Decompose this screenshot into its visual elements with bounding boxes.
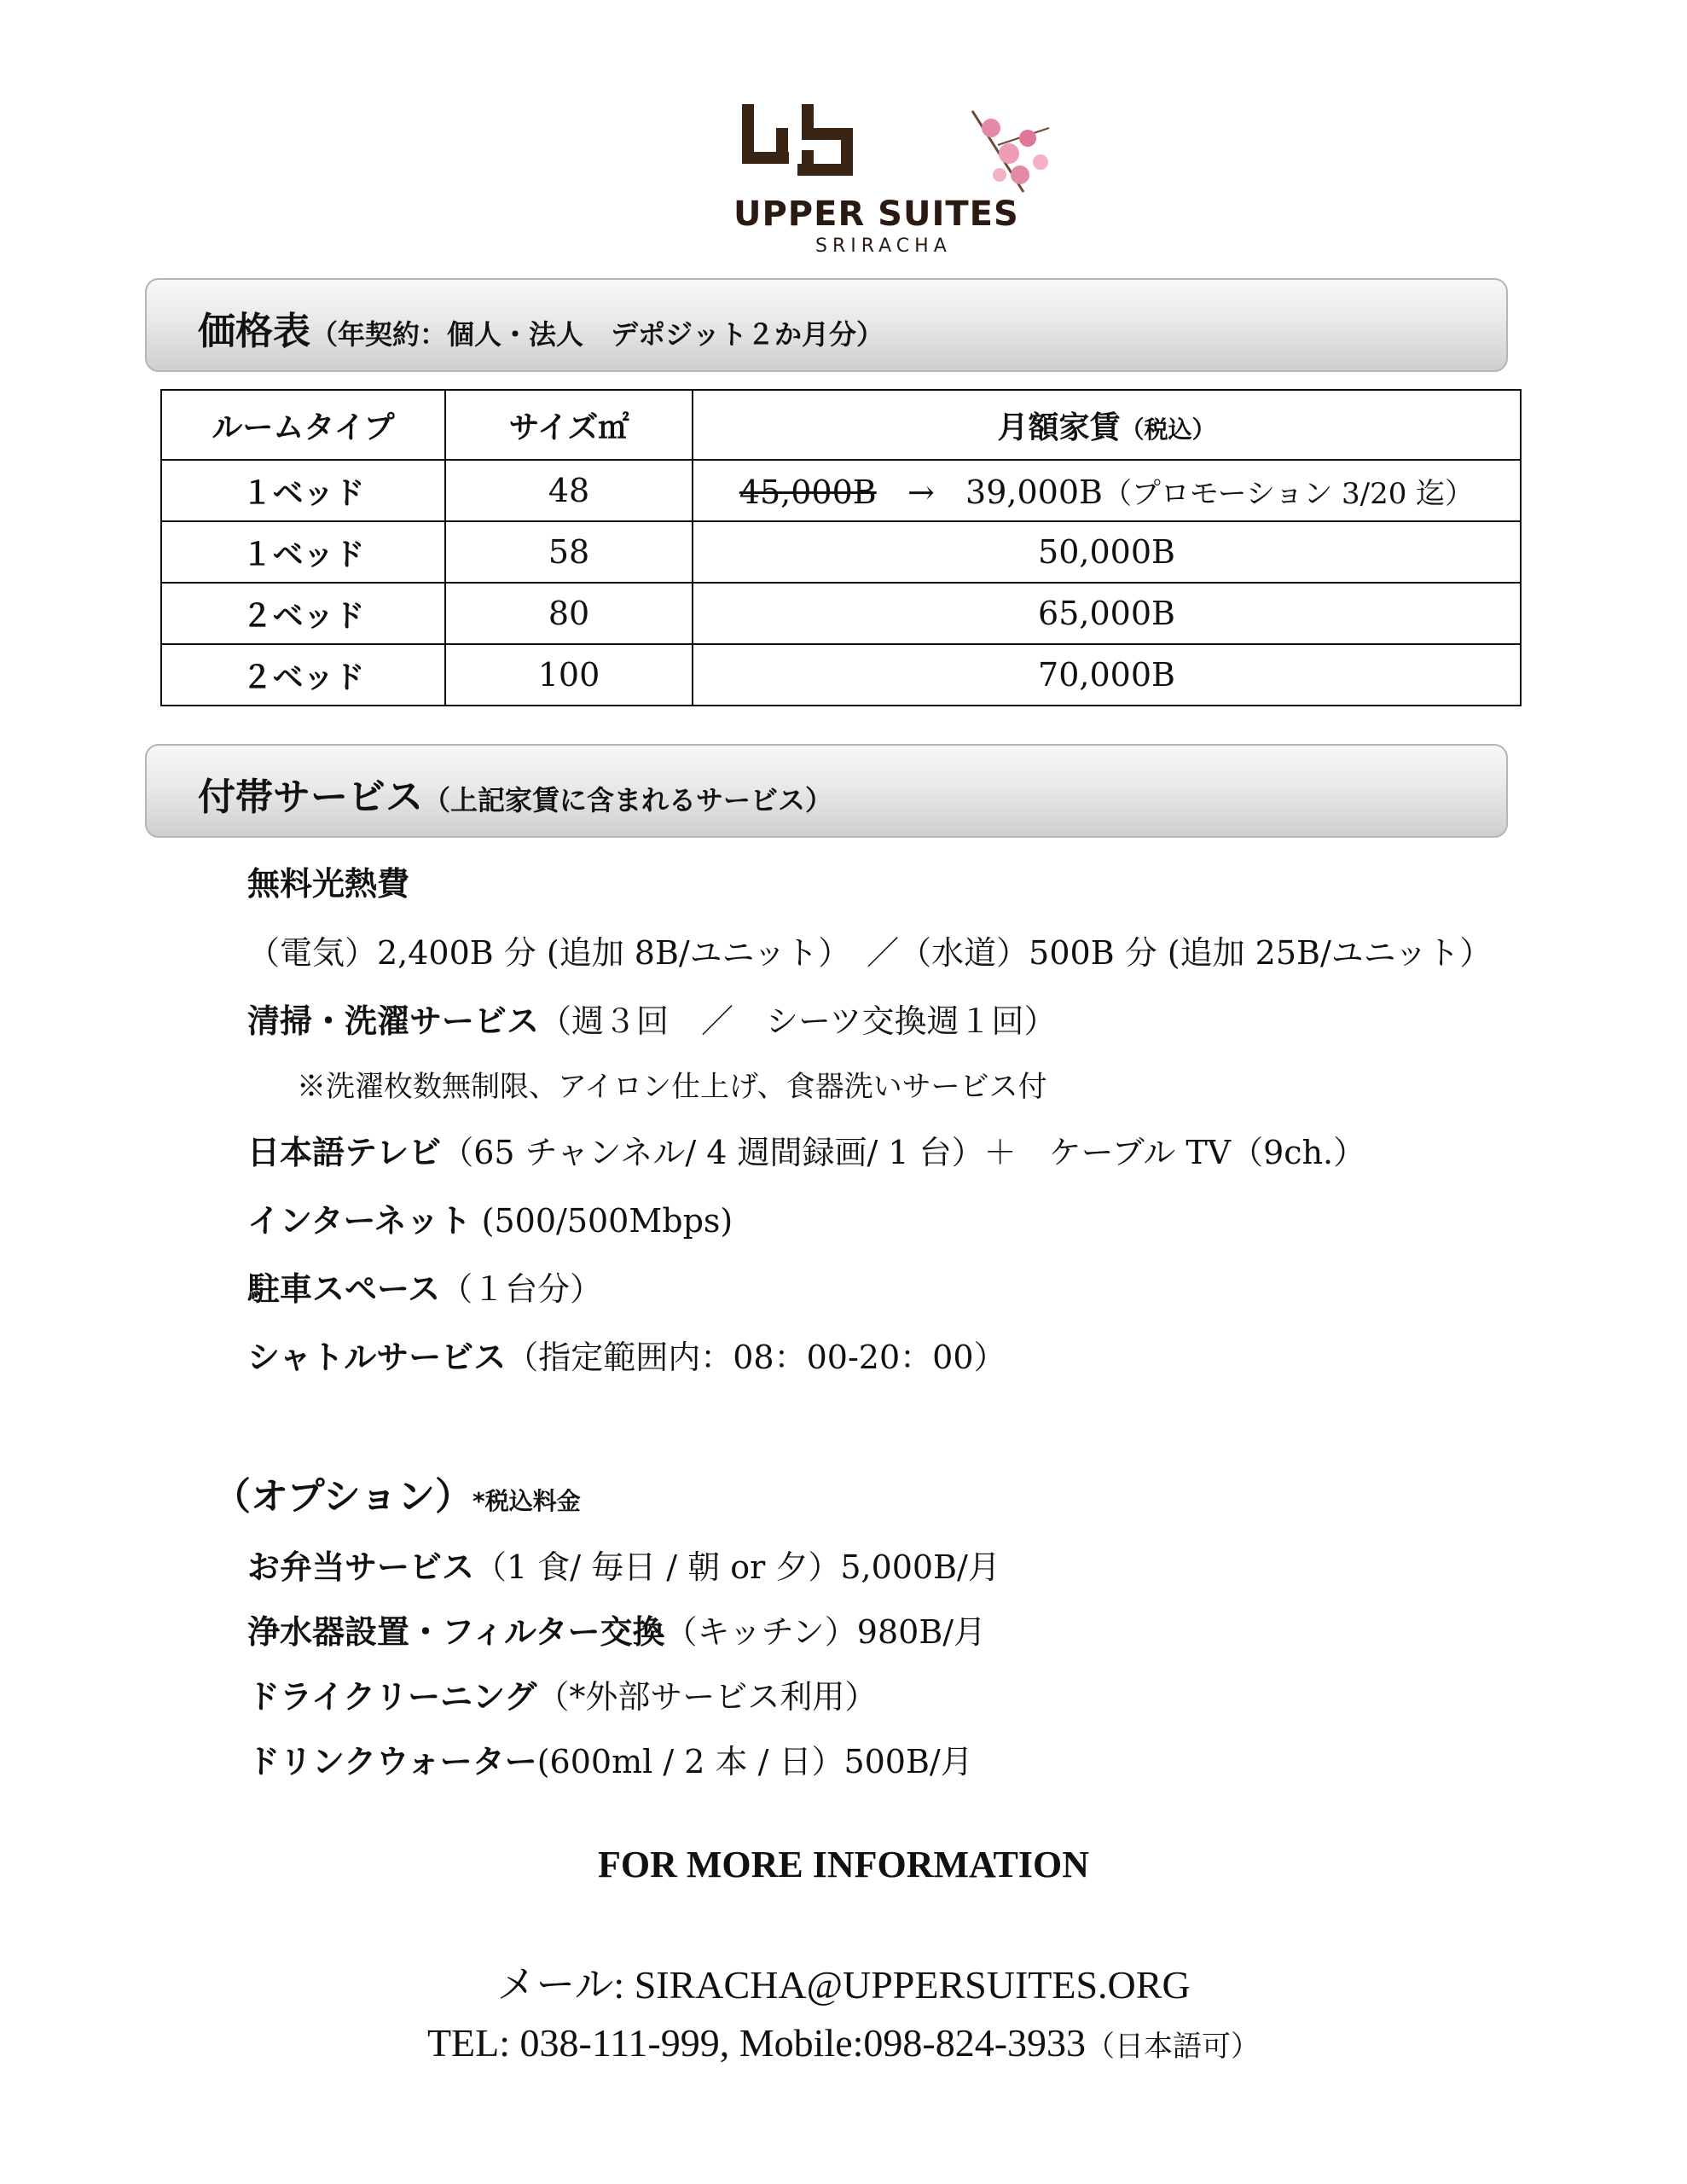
price-section-title [198,300,884,355]
water-filter-line [247,1606,986,1653]
cherry-blossom-icon [972,111,1049,192]
drink-water-detail: (600ml / 2 本 / 日）500B/月 [536,1743,973,1780]
table-row [161,583,1521,644]
table-row [161,644,1521,706]
contact-phone-numbers[interactable]: TEL: 038-111-999, Mobile:098-824-3933 [426,2021,1087,2065]
options-header-text: （オプション） [213,1475,473,1519]
logo-mark-icon [716,94,1075,196]
water-filter-detail: （キッチン）980B/月 [664,1613,987,1651]
size-cell: 58 [445,521,693,583]
arrow-icon: → [907,473,935,511]
utilities-title: 無料光熱費 [247,865,410,903]
upper-suites-logo [716,94,1075,264]
shuttle-line [247,1331,1006,1378]
parking-title: 駐車スペース [247,1270,441,1308]
drink-water-line [247,1735,973,1782]
room-type-cell: １ベッド [161,521,445,583]
promo-note: （プロモーション 3/20 迄） [1102,476,1475,511]
room-type-cell: ２ベッド [161,644,445,706]
header-size: サイズ㎡ [445,390,693,460]
service-section-title [198,766,832,821]
drink-water-title: ドリンクウォーター [247,1743,537,1780]
price-table [160,389,1522,706]
service-title-note: （上記家賃に含まれるサービス） [423,784,833,816]
parking-detail: （１台分） [440,1270,603,1308]
internet-detail: (500/500Mbps) [471,1202,733,1240]
tv-line [247,1126,1365,1173]
bento-title: お弁当サービス [247,1548,475,1586]
shuttle-title: シャトルサービス [247,1339,507,1376]
table-row [161,521,1521,583]
table-row [161,460,1521,521]
room-type-cell: ２ベッド [161,583,445,644]
table-header-row [161,390,1521,460]
dry-cleaning-title: ドライクリーニング [247,1678,537,1716]
bento-line [247,1541,1000,1588]
internet-line [247,1194,733,1241]
contact-title: FOR MORE INFORMATION [597,1844,1090,1885]
cleaning-detail: （週３回 ／ シーツ交換週１回） [539,1002,1057,1040]
dry-cleaning-line [247,1670,877,1717]
contact-phone-note: （日本語可） [1086,2030,1261,2064]
dry-cleaning-detail: （*外部サービス利用） [536,1678,878,1716]
rent-cell [693,460,1521,521]
contact-phone[interactable] [0,2020,1687,2065]
header-room-type: ルームタイプ [161,390,445,460]
utilities-detail: （電気）2,400B 分 (追加 8B/ユニット） ／（水道）500B 分 (追加 25B/ユニット） [247,934,1493,972]
header-rent-label: 月額家賃 [997,410,1121,445]
laundry-note: ※洗濯枚数無制限、アイロン仕上げ、食器洗いサービス付 [297,1070,1047,1104]
header-rent-note: （税込） [1120,415,1216,444]
size-cell: 100 [445,644,693,706]
old-price: 45,000B [739,473,877,511]
tv-detail: （65 チャンネル/ 4 週間録画/ 1 台）＋ ケーブル TV（9ch.） [441,1134,1366,1171]
water-filter-title: 浄水器設置・フィルター交換 [247,1613,665,1651]
rent-cell: 65,000B [693,583,1521,644]
options-header [213,1466,581,1520]
service-section-banner [145,744,1508,838]
cleaning-title: 清掃・洗濯サービス [247,1002,540,1040]
promo-price: 39,000B [965,473,1103,511]
parking-line [247,1263,602,1310]
bento-detail: （1 食/ 毎日 / 朝 or 夕）5,000B/月 [474,1548,1000,1586]
logo-brand-text: UPPER SUITES [733,195,1019,234]
contact-email[interactable]: メール: SIRACHA@UPPERSUITES.ORG [496,1963,1191,2007]
service-title-text: 付帯サービス [198,775,423,819]
rent-cell: 70,000B [693,644,1521,706]
internet-title: インターネット [247,1202,472,1240]
price-title-text: 価格表 [198,310,310,353]
tv-title: 日本語テレビ [247,1134,442,1171]
size-cell: 80 [445,583,693,644]
cleaning-line [247,995,1057,1042]
price-title-note: （年契約：個人・法人 デポジット２か月分） [310,318,884,351]
price-section-banner [145,278,1508,372]
logo-subtitle: SRIRACHA [815,235,952,257]
header-rent [693,390,1521,460]
room-type-cell: １ベッド [161,460,445,521]
size-cell: 48 [445,460,693,521]
shuttle-detail: （指定範囲内：08：00-20：00） [506,1339,1006,1376]
rent-cell: 50,000B [693,521,1521,583]
options-header-note: *税込料金 [472,1487,581,1515]
